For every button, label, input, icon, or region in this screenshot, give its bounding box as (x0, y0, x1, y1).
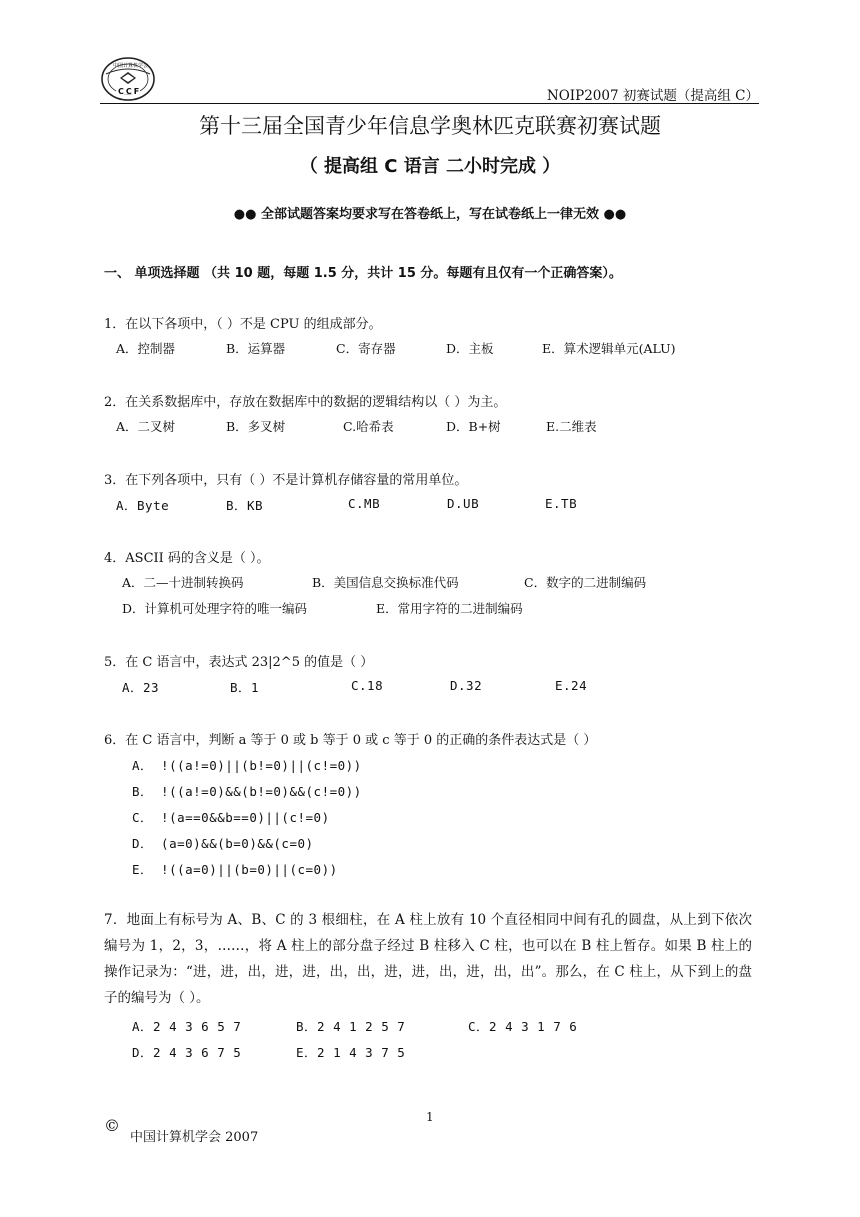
question-3-option-e: E.TB (545, 496, 578, 511)
question-1-option-e: E．算术逻辑单元(ALU) (542, 341, 676, 356)
question-5-stem: 5．在 C 语言中，表达式 23|2^5 的值是（ ） (104, 655, 374, 670)
question-4-option-a: A．二—十进制转换码 (122, 575, 244, 590)
question-6-option-b: B． !((a!=0)&&(b!=0)&&(c!=0)) (132, 784, 362, 799)
page-subtitle: （ 提高组 C 语言 二小时完成 ） (299, 156, 561, 177)
question-2-stem: 2．在关系数据库中，存放在数据库中的数据的逻辑结构以（ ）为主。 (104, 395, 507, 410)
question-7-option-c: C．2 4 3 1 7 6 (468, 1019, 578, 1034)
page-number: 1 (426, 1110, 434, 1124)
question-6-stem: 6．在 C 语言中，判断 a 等于 0 或 b 等于 0 或 c 等于 0 的正确的条件表达式是（ ） (104, 733, 597, 748)
footer-copyright: 中国计算机学会 2007 (130, 1130, 259, 1145)
question-7-option-d: D．2 4 3 6 7 5 (132, 1045, 242, 1060)
question-7-option-e: E．2 1 4 3 7 5 (296, 1045, 406, 1060)
question-2-option-a: A．二叉树 (116, 419, 176, 434)
question-1-option-a: A．控制器 (116, 341, 176, 356)
logo-text: 中国计算机学会 (113, 63, 149, 69)
question-2-option-c: C.哈希表 (343, 419, 394, 434)
question-2-option-e: E.二维表 (546, 419, 597, 434)
question-7-option-a: A．2 4 3 6 5 7 (132, 1019, 242, 1034)
question-6-option-a: A． !((a!=0)||(b!=0)||(c!=0)) (132, 758, 362, 773)
question-3-stem: 3．在下列各项中，只有（ ）不是计算机存储容量的常用单位。 (104, 473, 468, 488)
question-4-stem: 4．ASCII 码的含义是（ ）。 (104, 551, 270, 566)
header-exam-label: NOIP2007 初赛试题（提高组 C） (546, 88, 759, 104)
question-1-stem: 1．在以下各项中，（ ）不是 CPU 的组成部分。 (104, 317, 382, 332)
question-3-option-b: B．KB (226, 498, 264, 513)
copyright-icon: © (104, 1116, 120, 1135)
question-3-option-a: A．Byte (116, 498, 170, 513)
question-5-option-c: C.18 (351, 678, 384, 693)
question-7-stem: 7．地面上有标号为 A、B、C 的 3 根细柱，在 A 柱上放有 10 个直径相同中间有孔的圆盘，从上到下依次编号为 1，2，3，……，将 A 柱上的部分盘子经过 B 柱移入 C 柱，也可以在 B 柱上暂存。如果 B 柱上的操作记录为：“进，进，出，进，进，出，出，进，进，出，进，出，出”。那么，在 C 柱上，从下到上的盘子的编号为（ ）。 (104, 912, 752, 1006)
question-7-option-b: B．2 4 1 2 5 7 (296, 1019, 406, 1034)
question-4-option-b: B．美国信息交换标准代码 (312, 575, 459, 590)
ccf-logo (100, 56, 156, 102)
answer-notice: ●● 全部试题答案均要求写在答卷纸上，写在试卷纸上一律无效 ●● (233, 207, 627, 222)
question-2-option-b: B．多叉树 (226, 419, 286, 434)
page-title: 第十三届全国青少年信息学奥林匹克联赛初赛试题 (199, 114, 661, 138)
question-1-option-b: B．运算器 (226, 341, 286, 356)
question-4-option-c: C．数字的二进制编码 (524, 575, 647, 590)
logo-abbr: CCF (118, 87, 142, 96)
question-4-option-e: E．常用字符的二进制编码 (376, 601, 523, 616)
question-5-option-b: B．1 (230, 680, 260, 695)
question-1-option-d: D．主板 (446, 341, 494, 356)
question-6-option-e: E． !((a=0)||(b=0)||(c=0)) (132, 862, 338, 877)
question-3-option-d: D.UB (447, 496, 480, 511)
section-heading: 一、 单项选择题 （共 10 题，每题 1.5 分，共计 15 分。每题有且仅有一个正确答案）。 (104, 266, 622, 281)
question-5-option-e: E.24 (555, 678, 588, 693)
question-6-option-d: D． (a=0)&&(b=0)&&(c=0) (132, 836, 314, 851)
question-4-option-d: D．计算机可处理字符的唯一编码 (122, 601, 308, 616)
question-2-option-d: D．B+树 (446, 419, 501, 434)
question-5-option-a: A．23 (122, 680, 160, 695)
question-5-option-d: D.32 (450, 678, 483, 693)
question-1-option-c: C．寄存器 (336, 341, 396, 356)
question-6-option-c: C． !(a==0&&b==0)||(c!=0) (132, 810, 330, 825)
question-3-option-c: C.MB (348, 496, 381, 511)
